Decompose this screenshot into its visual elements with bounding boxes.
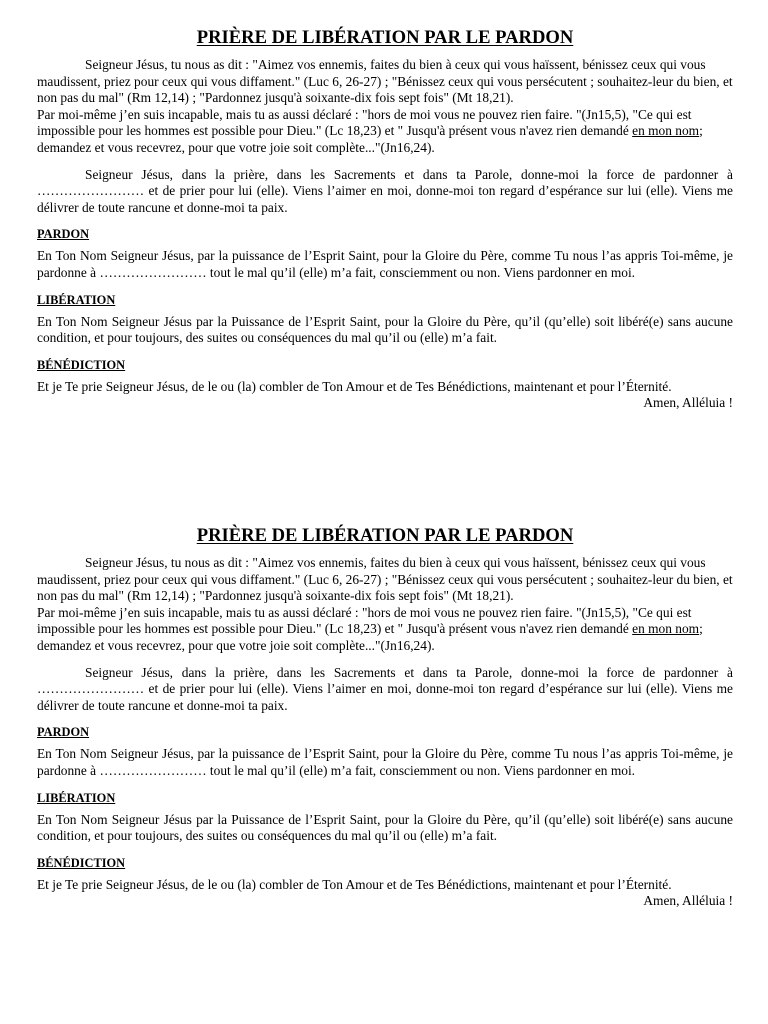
prayer-text: Seigneur Jésus, dans la prière, dans les Sacrements et dans ta Parole, donne-moi la force de pardonner à …………………… et de prier pour lui (elle). Viens l’aimer en moi, donne-moi ton regard d’espérance sur lui (elle). Viens me délivrer de toute rancune et donne-moi ta paix. <box>37 664 733 713</box>
section-text-pardon: En Ton Nom Seigneur Jésus, par la puissance de l’Esprit Saint, pour la Gloire du Père, comme Tu nous l’as appris Toi-même, je pardonne à …………………… tout le mal qu’il (elle) m’a fait, consciemment ou non. Viens pardonner en moi. <box>37 248 733 280</box>
closing-line: Amen, Alléluia ! <box>643 395 733 411</box>
intro-text-2b: ; demandez et vous recevrez, pour que votre joie soit complète..."(Jn16,24). <box>37 621 703 653</box>
section-heading-liberation: LIBÉRATION <box>37 292 116 307</box>
section-text-liberation: En Ton Nom Seigneur Jésus par la Puissance de l’Esprit Saint, pour la Gloire du Père, qu’il (qu’elle) soit libéré(e) sans aucune condition, et pour toujours, des suites ou conséquences du mal qu’il ou (elle) m’a fait. <box>37 313 733 346</box>
section-heading-benediction: BÉNÉDICTION <box>37 357 126 372</box>
intro-text: Seigneur Jésus, tu nous as dit : "Aimez vos ennemis, faites du bien à ceux qui vous haïssent, bénissez ceux qui vous maudissent, priez pour ceux qui vous diffament." (Luc 6, 26-27) ; "Bénissez ceux qui vous persécutent ; souhaitez-leur du bien, et non pas du mal" (Rm 12,14) ; "Pardonnez jusqu'à soixante-dix fois sept fois" (Mt 18,21). <box>37 57 733 106</box>
closing-line: Amen, Alléluia ! <box>643 893 733 909</box>
intro-paragraph-2 <box>37 605 733 655</box>
section-text-benediction: Et je Te prie Seigneur Jésus, de le ou (la) combler de Ton Amour et de Tes Bénédictions, maintenant et pour l’Éternité. <box>37 378 672 394</box>
intro-paragraph <box>37 555 733 605</box>
intro-text-2b: ; demandez et vous recevrez, pour que votre joie soit complète..."(Jn16,24). <box>37 123 703 155</box>
section-heading-pardon: PARDON <box>37 725 90 740</box>
section-text-liberation: En Ton Nom Seigneur Jésus par la Puissance de l’Esprit Saint, pour la Gloire du Père, qu’il (qu’elle) soit libéré(e) sans aucune condition, et pour toujours, des suites ou conséquences du mal qu’il ou (elle) m’a fait. <box>37 811 733 844</box>
prayer-paragraph <box>37 167 733 217</box>
section-text-pardon: En Ton Nom Seigneur Jésus, par la puissance de l’Esprit Saint, pour la Gloire du Père, comme Tu nous l’as appris Toi-même, je pardonne à …………………… tout le mal qu’il (elle) m’a fait, consciemment ou non. Viens pardonner en moi. <box>37 746 733 778</box>
document-title: PRIÈRE DE LIBÉRATION PAR LE PARDON <box>196 525 574 546</box>
intro-paragraph <box>37 57 733 107</box>
document-title: PRIÈRE DE LIBÉRATION PAR LE PARDON <box>196 27 574 48</box>
intro-text-2a: Par moi-même j’en suis incapable, mais tu as aussi déclaré : "hors de moi vous ne pouvez rien faire. "(Jn15,5), "Ce qui est impossible pour les hommes est possible pour Dieu." (Lc 18,23) et " Jusqu'à présent vous n'avez rien demandé <box>37 106 692 139</box>
section-heading-liberation: LIBÉRATION <box>37 790 116 805</box>
section-heading-benediction: BÉNÉDICTION <box>37 855 126 870</box>
prayer-paragraph <box>37 665 733 715</box>
prayer-copy-1 <box>37 26 733 412</box>
intro-underlined-phrase: en mon nom <box>632 123 700 139</box>
section-heading-pardon: PARDON <box>37 227 90 242</box>
intro-underlined-phrase: en mon nom <box>632 621 700 637</box>
section-text-benediction: Et je Te prie Seigneur Jésus, de le ou (la) combler de Ton Amour et de Tes Bénédictions, maintenant et pour l’Éternité. <box>37 876 672 892</box>
prayer-text: Seigneur Jésus, dans la prière, dans les Sacrements et dans ta Parole, donne-moi la force de pardonner à …………………… et de prier pour lui (elle). Viens l’aimer en moi, donne-moi ton regard d’espérance sur lui (elle). Viens me délivrer de toute rancune et donne-moi ta paix. <box>37 166 733 215</box>
intro-text-2a: Par moi-même j’en suis incapable, mais tu as aussi déclaré : "hors de moi vous ne pouvez rien faire. "(Jn15,5), "Ce qui est impossible pour les hommes est possible pour Dieu." (Lc 18,23) et " Jusqu'à présent vous n'avez rien demandé <box>37 604 692 637</box>
intro-text: Seigneur Jésus, tu nous as dit : "Aimez vos ennemis, faites du bien à ceux qui vous haïssent, bénissez ceux qui vous maudissent, priez pour ceux qui vous diffament." (Luc 6, 26-27) ; "Bénissez ceux qui vous persécutent ; souhaitez-leur du bien, et non pas du mal" (Rm 12,14) ; "Pardonnez jusqu'à soixante-dix fois sept fois" (Mt 18,21). <box>37 555 733 604</box>
prayer-copy-2 <box>37 524 733 910</box>
intro-paragraph-2 <box>37 107 733 157</box>
